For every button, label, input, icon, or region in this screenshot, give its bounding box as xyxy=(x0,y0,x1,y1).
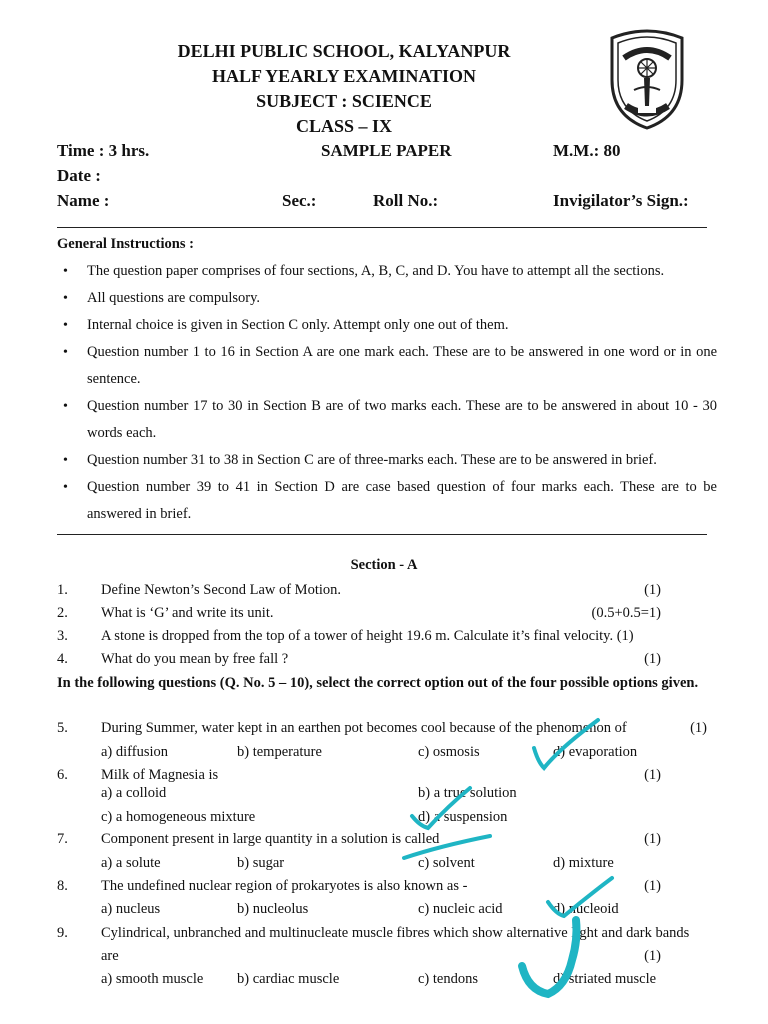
question-number: 7. xyxy=(57,831,68,847)
question-text: During Summer, water kept in an earthen pot becomes cool because of the phenomenon of xyxy=(101,720,627,736)
question-number: 3. xyxy=(57,628,68,644)
question-text: Define Newton’s Second Law of Motion. xyxy=(101,582,342,598)
option: d) mixture xyxy=(553,855,614,871)
option: b) cardiac muscle xyxy=(237,971,340,987)
mcq-instruction: In the following questions (Q. No. 5 – 10), select the correct option out of the four possible options given. xyxy=(57,675,699,691)
question-text: Component present in large quantity in a solution is called xyxy=(101,831,440,847)
name-label: Name : xyxy=(57,191,110,210)
option: b) a true solution xyxy=(418,785,517,801)
instruction-item: • Internal choice is given in Section C only. Attempt only one out of them. xyxy=(57,312,717,339)
question-number: 6. xyxy=(57,767,68,783)
option: b) temperature xyxy=(237,744,322,760)
option: c) solvent xyxy=(418,855,475,871)
general-instructions-list xyxy=(57,258,717,528)
subject-title: SUBJECT : SCIENCE xyxy=(256,91,432,111)
general-instructions-title: General Instructions : xyxy=(57,236,194,252)
option: c) a homogeneous mixture xyxy=(101,809,256,825)
question-text: The undefined nuclear region of prokaryotes is also known as - xyxy=(101,878,468,894)
question-number: 4. xyxy=(57,651,68,667)
question-text: What do you mean by free fall ? xyxy=(101,651,289,667)
option: b) sugar xyxy=(237,855,285,871)
exam-title: HALF YEARLY EXAMINATION xyxy=(211,66,477,86)
date-label: Date : xyxy=(57,166,101,185)
instruction-item: • All questions are compulsory. xyxy=(57,285,717,312)
option: a) a colloid xyxy=(101,785,167,801)
question-text: Cylindrical, unbranched and multinucleate muscle fibres which show alternative light and dark bands xyxy=(101,925,690,941)
option: c) osmosis xyxy=(418,744,480,760)
question-number: 9. xyxy=(57,925,68,941)
option: c) nucleic acid xyxy=(418,901,503,917)
option: b) nucleolus xyxy=(237,901,309,917)
question-number: 1. xyxy=(57,582,68,598)
question-marks: (0.5+0.5=1) xyxy=(591,605,661,621)
school-name: DELHI PUBLIC SCHOOL, KALYANPUR xyxy=(177,41,511,61)
question-marks: (1) xyxy=(644,878,661,894)
max-marks: M.M.: 80 xyxy=(553,141,621,160)
option: a) a solute xyxy=(101,855,161,871)
instruction-item: • Question number 1 to 16 in Section A are one mark each. These are to be answered in one word or in one sentence. xyxy=(57,339,717,393)
option: a) smooth muscle xyxy=(101,971,204,987)
option: c) tendons xyxy=(418,971,478,987)
option: d) nucleoid xyxy=(553,901,619,917)
option: d) a suspension xyxy=(418,809,508,825)
invigilator-label: Invigilator’s Sign.: xyxy=(553,191,689,210)
question-marks: (1) xyxy=(690,720,707,736)
option: d) striated muscle xyxy=(553,971,657,987)
question-marks: (1) xyxy=(644,651,661,667)
section-label: Sec.: xyxy=(282,191,317,210)
question-marks: (1) xyxy=(644,831,661,847)
question-text: Milk of Magnesia is xyxy=(101,767,219,783)
question-number: 2. xyxy=(57,605,68,621)
roll-label: Roll No.: xyxy=(373,191,439,210)
class-title: CLASS – IX xyxy=(295,116,393,136)
instruction-item: • Question number 31 to 38 in Section C are of three-marks each. These are to be answered in brief. xyxy=(57,447,717,474)
question-marks: (1) xyxy=(644,948,661,964)
school-crest-logo xyxy=(604,28,690,130)
question-marks: (1) xyxy=(644,582,661,598)
question-text: What is ‘G’ and write its unit. xyxy=(101,605,274,621)
question-text: A stone is dropped from the top of a tower of height 19.6 m. Calculate it’s final velocity. (1) xyxy=(101,628,634,644)
option: a) diffusion xyxy=(101,744,168,760)
time-label: Time : 3 hrs. xyxy=(57,141,150,160)
section-a-title: Section - A xyxy=(350,557,418,573)
instruction-item: • Question number 39 to 41 in Section D are case based question of four marks each. These are to be answered in brief. xyxy=(57,474,717,528)
option: d) evaporation xyxy=(553,744,638,760)
instructions-divider xyxy=(57,534,707,535)
instruction-item: • Question number 17 to 30 in Section B are of two marks each. These are to be answered in about 10 - 30 words each. xyxy=(57,393,717,447)
question-marks: (1) xyxy=(644,767,661,783)
option: a) nucleus xyxy=(101,901,161,917)
instruction-item: • The question paper comprises of four sections, A, B, C, and D. You have to attempt all the sections. xyxy=(57,258,717,285)
header-divider xyxy=(57,227,707,228)
question-text: are xyxy=(101,948,119,964)
question-number: 5. xyxy=(57,720,68,736)
paper-type: SAMPLE PAPER xyxy=(321,141,452,160)
question-number: 8. xyxy=(57,878,68,894)
